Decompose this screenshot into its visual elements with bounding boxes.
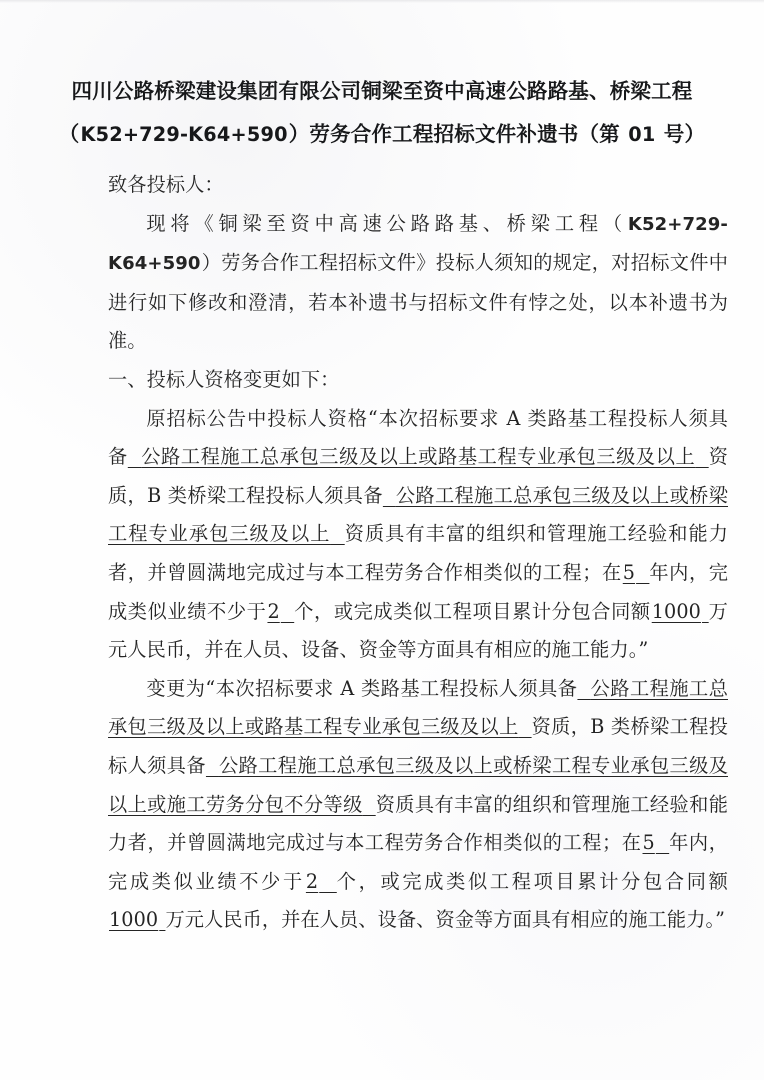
revised-years-blank-tail <box>656 831 669 854</box>
intro-text-before-code: 现将《铜梁至资中高速公路路基、桥梁工程（ <box>146 211 627 235</box>
original-mid-text-3: 年内，完成类似业绩不少于 <box>108 560 728 623</box>
title-paren-open: （ <box>58 122 80 146</box>
original-lead-text: 原招标公告中投标人资格“本次招标要求 A 类路基工程投标人须具备 <box>108 406 728 469</box>
original-qualification-class-b: 公路工程施工总承包三级及以上或桥梁工程专业承包三级及以上 <box>108 483 728 546</box>
original-requirement-paragraph <box>108 400 728 670</box>
revised-mid-text-4: 个，或完成类似工程项目累计分包合同额 <box>336 869 728 893</box>
original-qualification-class-a: 公路工程施工总承包三级及以上或路基工程专业承包三级及以上 <box>141 445 696 469</box>
revised-amount-value: 1000 <box>109 908 159 932</box>
title-middle-text: ）劳务合作工程招标文件补遗书（第 <box>288 122 628 146</box>
salutation: 致各投标人： <box>108 173 224 196</box>
revised-requirement-paragraph <box>108 670 728 940</box>
original-mid-text-2: 资质具有丰富的组织和管理施工经验和能力者，并曾圆满地完成过与本工程劳务合作相类似的工程；在 <box>108 522 728 584</box>
body-block <box>36 166 728 940</box>
revised-blank-class-b-tail <box>363 793 376 816</box>
original-mid-text-1: 资质，B 类桥梁工程投标人须具备 <box>108 445 728 507</box>
original-years-value: 5 <box>622 560 636 584</box>
intro-paragraph <box>108 205 728 361</box>
title-station-code: K52+729-K64+590 <box>80 123 288 146</box>
section-heading-1: 一、投标人资格变更如下： <box>108 367 340 391</box>
revised-lead-text: 变更为“本次招标要求 A 类路基工程投标人须具备 <box>146 676 578 700</box>
original-blank-class-b-tail <box>330 522 344 545</box>
revised-count-blank-tail <box>319 870 337 893</box>
original-blank-class-a <box>128 445 141 468</box>
revised-mid-text-2: 资质具有丰富的组织和管理施工经验和能力者，并曾圆满地完成过与本工程劳务合作相类似的工程；在 <box>108 792 728 855</box>
revised-blank-class-b <box>206 754 219 777</box>
revised-tail-text: 万元人民币，并在人员、设备、资金等方面具有相应的施工能力。” <box>165 908 726 932</box>
original-tail-text: 万元人民币，并在人员、设备、资金等方面具有相应的施工能力。” <box>108 599 728 662</box>
title-supplement-number: 01 <box>628 123 656 146</box>
spacer-title-body <box>0 156 764 166</box>
revised-years-value: 5 <box>642 831 655 855</box>
original-years-blank-tail <box>636 561 649 584</box>
title-line-1: 四川公路桥梁建设集团有限公司铜梁至资中高速公路路基、桥梁工程 <box>71 79 693 103</box>
revised-blank-class-a <box>577 677 590 700</box>
intro-station-code: K52+729-K64+590 <box>108 213 728 275</box>
original-amount-value: 1000 <box>651 599 701 623</box>
revised-mid-text-1: 资质，B 类桥梁工程投标人须具备 <box>108 715 728 777</box>
original-blank-class-b <box>383 484 396 507</box>
original-count-value: 2 <box>267 599 280 623</box>
revised-blank-class-a-tail <box>519 715 532 738</box>
original-count-blank-tail <box>281 600 294 623</box>
original-blank-class-a-tail <box>695 445 708 468</box>
original-amount-blank-tail <box>702 600 709 623</box>
revised-qualification-class-a: 公路工程施工总承包三级及以上或路基工程专业承包三级及以上 <box>108 676 728 739</box>
original-mid-text-4: 个，或完成类似工程项目累计分包合同额 <box>294 599 651 623</box>
title-suffix: 号） <box>656 122 706 146</box>
revised-count-value: 2 <box>305 869 319 893</box>
title-line-2 <box>0 113 764 156</box>
revised-mid-text-3: 年内，完成类似业绩不少于 <box>108 831 728 893</box>
page-title <box>0 70 764 156</box>
revised-qualification-class-b: 公路工程施工总承包三级及以上或桥梁工程专业承包三级及以上或施工劳务分包不分等级 <box>108 753 728 816</box>
intro-text-after-code: ）劳务合作工程招标文件》投标人须知的规定，对招标文件中进行如下修改和澄清，若本补遗书与招标文件有悖之处，以本补遗书为准。 <box>108 251 728 353</box>
